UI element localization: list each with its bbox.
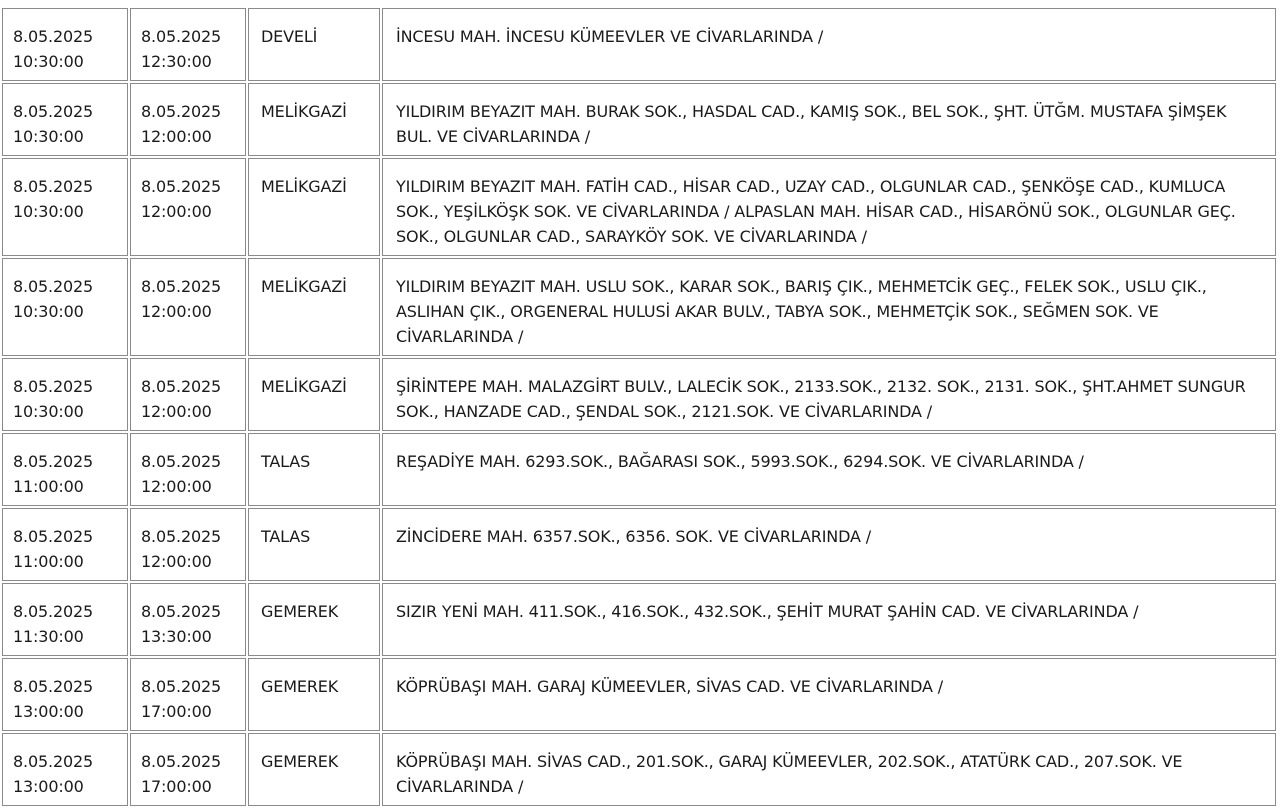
start-time: 11:30:00 bbox=[13, 627, 84, 646]
end-date: 8.05.2025 bbox=[141, 677, 222, 696]
location-cell: KÖPRÜBAŞI MAH. SİVAS CAD., 201.SOK., GARAJ KÜMEEVLER, 202.SOK., ATATÜRK CAD., 207.SOK. VE CİVARLARINDA / bbox=[382, 733, 1276, 806]
district-cell: MELİKGAZİ bbox=[248, 358, 380, 431]
start-time: 13:00:00 bbox=[13, 777, 84, 796]
location-cell: SIZIR YENİ MAH. 411.SOK., 416.SOK., 432.SOK., ŞEHİT MURAT ŞAHİN CAD. VE CİVARLARINDA / bbox=[382, 583, 1276, 656]
start-date: 8.05.2025 bbox=[13, 452, 94, 471]
start-time: 10:30:00 bbox=[13, 202, 84, 221]
start-time: 10:30:00 bbox=[13, 402, 84, 421]
end-datetime-cell bbox=[130, 508, 246, 581]
table-row bbox=[2, 433, 1276, 506]
location-cell: YILDIRIM BEYAZIT MAH. FATİH CAD., HİSAR CAD., UZAY CAD., OLGUNLAR CAD., ŞENKÖŞE CAD., KUMLUCA SOK., YEŞİLKÖŞK SOK. VE CİVARLARINDA / ALPASLAN MAH. HİSAR CAD., HİSARÖNÜ SOK., OLGUNLAR GEÇ. SOK., OLGUNLAR CAD., SARAYKÖY SOK. VE CİVARLARINDA / bbox=[382, 158, 1276, 256]
start-date: 8.05.2025 bbox=[13, 527, 94, 546]
end-datetime-cell bbox=[130, 433, 246, 506]
district-cell: MELİKGAZİ bbox=[248, 83, 380, 156]
location-cell: REŞADİYE MAH. 6293.SOK., BAĞARASI SOK., 5993.SOK., 6294.SOK. VE CİVARLARINDA / bbox=[382, 433, 1276, 506]
table-row bbox=[2, 508, 1276, 581]
table-row bbox=[2, 8, 1276, 81]
table-row bbox=[2, 258, 1276, 356]
end-time: 12:00:00 bbox=[141, 477, 212, 496]
location-cell: YILDIRIM BEYAZIT MAH. USLU SOK., KARAR SOK., BARIŞ ÇIK., MEHMETCİK GEÇ., FELEK SOK., USLU ÇIK., ASLIHAN ÇIK., ORGENERAL HULUSİ AKAR BULV., TABYA SOK., MEHMETÇİK SOK., SEĞMEN SOK. VE CİVARLARINDA / bbox=[382, 258, 1276, 356]
end-date: 8.05.2025 bbox=[141, 177, 222, 196]
district-cell: DEVELİ bbox=[248, 8, 380, 81]
end-date: 8.05.2025 bbox=[141, 277, 222, 296]
end-datetime-cell bbox=[130, 83, 246, 156]
start-datetime-cell bbox=[2, 508, 128, 581]
table-row bbox=[2, 83, 1276, 156]
end-time: 12:30:00 bbox=[141, 52, 212, 71]
end-date: 8.05.2025 bbox=[141, 377, 222, 396]
end-datetime-cell bbox=[130, 658, 246, 731]
location-cell: ŞİRİNTEPE MAH. MALAZGİRT BULV., LALECİK SOK., 2133.SOK., 2132. SOK., 2131. SOK., ŞHT.AHMET SUNGUR SOK., HANZADE CAD., ŞENDAL SOK., 2121.SOK. VE CİVARLARINDA / bbox=[382, 358, 1276, 431]
end-date: 8.05.2025 bbox=[141, 452, 222, 471]
start-date: 8.05.2025 bbox=[13, 27, 94, 46]
location-cell: YILDIRIM BEYAZIT MAH. BURAK SOK., HASDAL CAD., KAMIŞ SOK., BEL SOK., ŞHT. ÜTĞM. MUSTAFA ŞİMŞEK BUL. VE CİVARLARINDA / bbox=[382, 83, 1276, 156]
start-datetime-cell bbox=[2, 733, 128, 806]
district-cell: GEMEREK bbox=[248, 583, 380, 656]
end-datetime-cell bbox=[130, 8, 246, 81]
end-time: 17:00:00 bbox=[141, 702, 212, 721]
end-time: 12:00:00 bbox=[141, 202, 212, 221]
start-datetime-cell bbox=[2, 433, 128, 506]
district-cell: GEMEREK bbox=[248, 658, 380, 731]
end-time: 12:00:00 bbox=[141, 402, 212, 421]
end-date: 8.05.2025 bbox=[141, 602, 222, 621]
start-datetime-cell bbox=[2, 658, 128, 731]
end-datetime-cell bbox=[130, 358, 246, 431]
start-time: 13:00:00 bbox=[13, 702, 84, 721]
start-date: 8.05.2025 bbox=[13, 377, 94, 396]
end-date: 8.05.2025 bbox=[141, 102, 222, 121]
table-row bbox=[2, 358, 1276, 431]
start-time: 10:30:00 bbox=[13, 52, 84, 71]
district-cell: TALAS bbox=[248, 508, 380, 581]
table-row bbox=[2, 733, 1276, 806]
table-row bbox=[2, 658, 1276, 731]
table-row bbox=[2, 158, 1276, 256]
table-row bbox=[2, 583, 1276, 656]
start-date: 8.05.2025 bbox=[13, 602, 94, 621]
start-date: 8.05.2025 bbox=[13, 177, 94, 196]
end-time: 12:00:00 bbox=[141, 127, 212, 146]
location-cell: İNCESU MAH. İNCESU KÜMEEVLER VE CİVARLARINDA / bbox=[382, 8, 1276, 81]
start-time: 11:00:00 bbox=[13, 552, 84, 571]
start-time: 11:00:00 bbox=[13, 477, 84, 496]
start-date: 8.05.2025 bbox=[13, 277, 94, 296]
district-cell: MELİKGAZİ bbox=[248, 258, 380, 356]
start-time: 10:30:00 bbox=[13, 127, 84, 146]
end-time: 12:00:00 bbox=[141, 302, 212, 321]
end-datetime-cell bbox=[130, 158, 246, 256]
start-datetime-cell bbox=[2, 583, 128, 656]
start-datetime-cell bbox=[2, 358, 128, 431]
end-time: 17:00:00 bbox=[141, 777, 212, 796]
district-cell: GEMEREK bbox=[248, 733, 380, 806]
start-datetime-cell bbox=[2, 8, 128, 81]
district-cell: MELİKGAZİ bbox=[248, 158, 380, 256]
start-time: 10:30:00 bbox=[13, 302, 84, 321]
end-time: 12:00:00 bbox=[141, 552, 212, 571]
start-date: 8.05.2025 bbox=[13, 752, 94, 771]
end-datetime-cell bbox=[130, 258, 246, 356]
end-datetime-cell bbox=[130, 583, 246, 656]
end-datetime-cell bbox=[130, 733, 246, 806]
district-cell: TALAS bbox=[248, 433, 380, 506]
start-datetime-cell bbox=[2, 83, 128, 156]
end-time: 13:30:00 bbox=[141, 627, 212, 646]
location-cell: KÖPRÜBAŞI MAH. GARAJ KÜMEEVLER, SİVAS CAD. VE CİVARLARINDA / bbox=[382, 658, 1276, 731]
start-datetime-cell bbox=[2, 258, 128, 356]
end-date: 8.05.2025 bbox=[141, 752, 222, 771]
start-datetime-cell bbox=[2, 158, 128, 256]
end-date: 8.05.2025 bbox=[141, 527, 222, 546]
start-date: 8.05.2025 bbox=[13, 677, 94, 696]
start-date: 8.05.2025 bbox=[13, 102, 94, 121]
end-date: 8.05.2025 bbox=[141, 27, 222, 46]
outage-table bbox=[0, 6, 1278, 808]
location-cell: ZİNCİDERE MAH. 6357.SOK., 6356. SOK. VE CİVARLARINDA / bbox=[382, 508, 1276, 581]
